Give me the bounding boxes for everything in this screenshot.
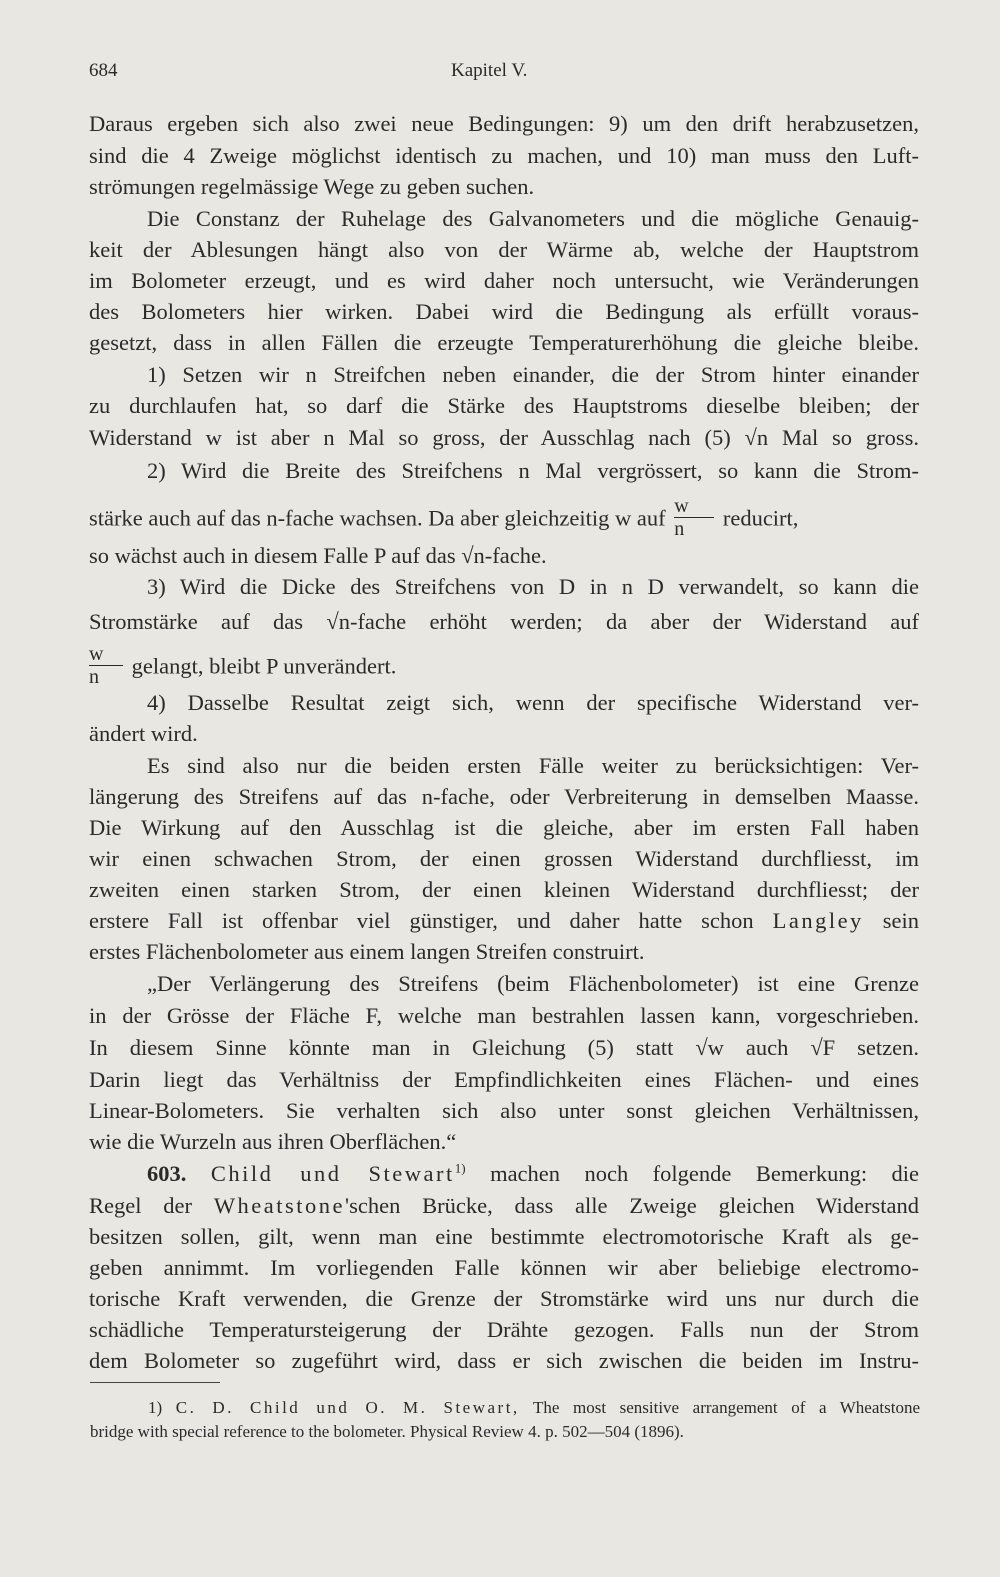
text-line: Es sind also nur die beiden ersten Fälle weiter zu berücksichtigen: Ver- xyxy=(147,753,919,778)
text-line: ändert wird. xyxy=(89,721,198,746)
text-line: torische Kraft verwenden, die Grenze der Stromstärke wird uns nur durch die xyxy=(89,1286,919,1311)
section-number: 603. xyxy=(147,1161,187,1186)
text-segment: gelangt, bleibt P unverändert. xyxy=(131,653,397,679)
text-line: Die Constanz der Ruhelage des Galvanometers und die mögliche Genauig- xyxy=(147,206,919,231)
author-name-spaced: Langley xyxy=(772,908,864,933)
text-line: im Bolometer erzeugt, und es wird daher noch untersucht, wie Veränderungen xyxy=(89,268,919,293)
running-title: Kapitel V. xyxy=(451,60,528,81)
authors-spaced: Child und Stewart xyxy=(210,1161,455,1186)
text-line-with-fraction xyxy=(89,495,919,541)
text-line: 3) Wird die Dicke des Streifchens von D in n D verwandelt, so kann die xyxy=(147,574,919,599)
text-line: „Der Verlängerung des Streifens (beim Flächenbolometer) ist eine Grenze xyxy=(147,971,919,996)
footnote-rule xyxy=(90,1382,220,1383)
text-line: wir einen schwachen Strom, der einen grossen Widerstand durchfliesst, im xyxy=(89,846,919,871)
footnote-ref: 1) xyxy=(454,1160,466,1176)
page-number: 684 xyxy=(89,60,118,81)
text-line-with-fraction xyxy=(89,643,919,689)
footnote-text: The most sensitive arrangement of a Wheatstone xyxy=(532,1398,921,1417)
text-line: erstes Flächenbolometer aus einem langen Streifen construirt. xyxy=(89,939,645,964)
text-line: zweiten einen starken Strom, der einen kleinen Widerstand durchfliesst; der xyxy=(89,877,919,902)
text-line: sind die 4 Zweige möglichst identisch zu machen, und 10) man muss den Luft- xyxy=(89,143,919,168)
text-line: Stromstärke auf das √n-fache erhöht werden; da aber der Widerstand auf xyxy=(89,609,919,634)
text-line: wie die Wurzeln aus ihren Oberflächen.“ xyxy=(89,1129,457,1154)
text-line: so wächst auch in diesem Falle P auf das √n-fache. xyxy=(89,543,547,568)
footnote-line xyxy=(148,1397,920,1419)
text-line: strömungen regelmässige Wege zu geben suchen. xyxy=(89,174,535,199)
fraction-denominator: n xyxy=(674,518,685,540)
fraction-numerator: w xyxy=(674,495,689,517)
text-line: des Bolometers hier wirken. Dabei wird die Bedingung als erfüllt voraus- xyxy=(89,299,919,324)
text-line: Linear-Bolometers. Sie verhalten sich also unter sonst gleichen Verhältnissen, xyxy=(89,1098,919,1123)
text-line: 1) Setzen wir n Streifchen neben einander, die der Strom hinter einander xyxy=(147,362,919,387)
text-segment: erstere Fall ist offenbar viel günstiger, und daher hatte schon xyxy=(89,908,754,933)
text-line: gesetzt, dass in allen Fällen die erzeugte Temperaturerhöhung die gleiche bleibe. xyxy=(89,330,919,355)
text-line: Darin liegt das Verhältniss der Empfindlichkeiten eines Flächen- und eines xyxy=(89,1067,919,1092)
person-name-spaced: Wheatstone xyxy=(213,1193,346,1218)
text-line xyxy=(89,1192,919,1220)
text-line: schädliche Temperatursteigerung der Drähte gezogen. Falls nun der Strom xyxy=(89,1317,919,1342)
text-line: besitzen sollen, gilt, wenn man eine bestimmte electromotorische Kraft als ge- xyxy=(89,1224,919,1249)
text-line: keit der Ablesungen hängt also von der Wärme ab, welche der Hauptstrom xyxy=(89,237,919,262)
text-segment: Regel der xyxy=(89,1193,193,1218)
text-line: in der Grösse der Fläche F, welche man bestrahlen lassen kann, vorgeschrieben. xyxy=(89,1003,919,1028)
text-segment: sein xyxy=(882,908,920,933)
text-line: Die Wirkung auf den Ausschlag ist die gleiche, aber im ersten Fall haben xyxy=(89,815,919,840)
fraction xyxy=(89,645,123,686)
text-line: dem Bolometer so zugeführt wird, dass er sich zwischen die beiden im Instru- xyxy=(89,1348,919,1373)
fraction xyxy=(674,497,714,538)
text-segment: machen noch folgende Bemerkung: die xyxy=(490,1161,920,1186)
page-header xyxy=(89,60,919,90)
text-line: Widerstand w ist aber n Mal so gross, der Ausschlag nach (5) √n Mal so gross. xyxy=(89,425,919,450)
footnote-marker: 1) xyxy=(148,1398,163,1417)
text-segment: 'schen Brücke, dass alle Zweige gleichen Widerstand xyxy=(345,1193,919,1218)
text-line: 2) Wird die Breite des Streifchens n Mal vergrössert, so kann die Strom- xyxy=(147,458,919,483)
section-start-line xyxy=(147,1160,919,1188)
text-line: geben annimmt. Im vorliegenden Falle können wir aber beliebige electromo- xyxy=(89,1255,919,1280)
text-line: längerung des Streifens auf das n-fache, oder Verbreiterung in demselben Maasse. xyxy=(89,784,919,809)
footnote-line: bridge with special reference to the bolometer. Physical Review 4. p. 502—504 (1896). xyxy=(90,1422,684,1441)
footnote-authors: C. D. Child und O. M. Stewart, xyxy=(175,1398,520,1417)
fraction-numerator: w xyxy=(89,643,104,665)
text-line xyxy=(89,907,919,935)
fraction-denominator: n xyxy=(89,666,99,688)
text-line: In diesem Sinne könnte man in Gleichung (5) statt √w auch √F setzen. xyxy=(89,1035,919,1060)
text-line: 4) Dasselbe Resultat zeigt sich, wenn der specifische Widerstand ver- xyxy=(147,690,919,715)
text-segment: reducirt, xyxy=(722,505,799,531)
text-segment: stärke auch auf das n-fache wachsen. Da aber gleichzeitig w auf xyxy=(89,505,666,531)
text-line: Daraus ergeben sich also zwei neue Bedingungen: 9) um den drift herabzusetzen, xyxy=(89,111,919,136)
text-line: zu durchlaufen hat, so darf die Stärke des Hauptstroms dieselbe bleiben; der xyxy=(89,393,919,418)
